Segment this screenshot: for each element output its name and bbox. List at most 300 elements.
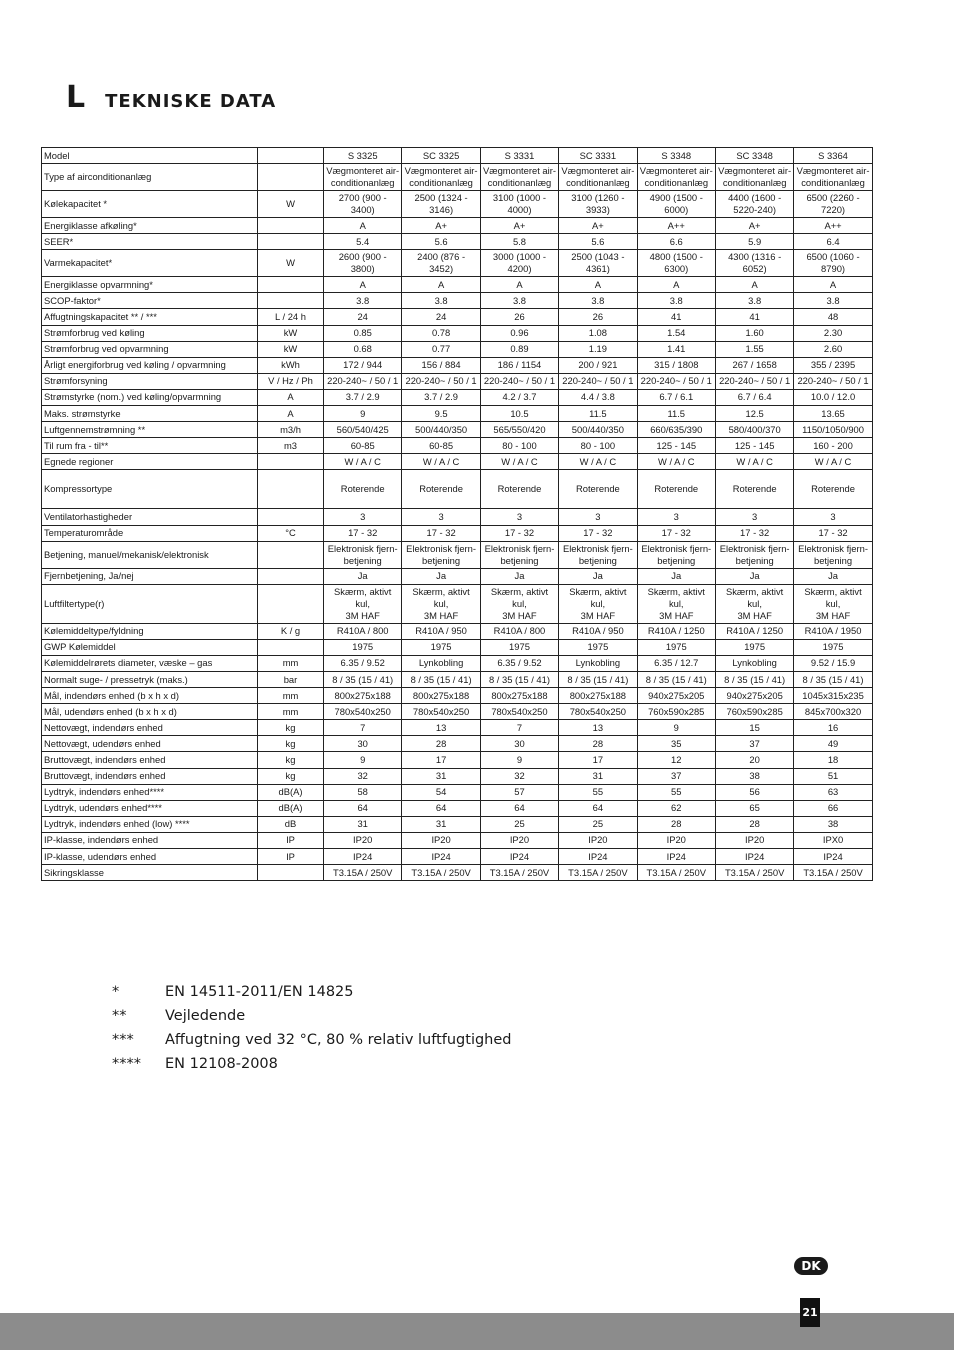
table-row (42, 800, 873, 816)
row-label: Energiklasse afkøling* (42, 218, 258, 234)
table-row (42, 325, 873, 341)
footnote (112, 1004, 512, 1028)
table-cell: Lynkobling (559, 655, 637, 671)
row-unit: kg (258, 736, 324, 752)
table-cell: 3.7 / 2.9 (402, 389, 480, 405)
row-label: Kølekapacitet * (42, 191, 258, 218)
table-cell: 3 (637, 509, 715, 525)
table-cell: T3.15A / 250V (324, 865, 402, 881)
table-cell: 24 (402, 309, 480, 325)
table-cell: Skærm, aktivt kul, 3M HAF (402, 584, 480, 623)
table-cell: 37 (637, 768, 715, 784)
table-row (42, 865, 873, 881)
table-cell: 0.77 (402, 341, 480, 357)
table-cell: 1.55 (715, 341, 793, 357)
language-badge: DK (794, 1257, 828, 1275)
table-cell: Ja (794, 568, 872, 584)
row-unit (258, 234, 324, 250)
table-cell: 15 (715, 720, 793, 736)
table-cell: 800x275x188 (559, 688, 637, 704)
table-row (42, 293, 873, 309)
table-row (42, 752, 873, 768)
table-row (42, 816, 873, 832)
table-cell: 41 (637, 309, 715, 325)
table-row (42, 277, 873, 293)
table-cell: 9 (637, 720, 715, 736)
table-cell: Skærm, aktivt kul, 3M HAF (715, 584, 793, 623)
table-cell: 2.60 (794, 341, 872, 357)
table-cell: 4800 (1500 - 6300) (637, 250, 715, 277)
table-cell: R410A / 1950 (794, 623, 872, 639)
table-cell: 5.4 (324, 234, 402, 250)
table-cell: A+ (715, 218, 793, 234)
row-unit (258, 541, 324, 568)
table-row (42, 704, 873, 720)
table-cell: 17 - 32 (402, 525, 480, 541)
table-cell: 1.54 (637, 325, 715, 341)
table-row (42, 234, 873, 250)
row-label: Årligt energiforbrug ved køling / opvarmning (42, 357, 258, 373)
table-row (42, 309, 873, 325)
table-cell: 0.89 (480, 341, 558, 357)
table-cell: 8 / 35 (15 / 41) (559, 671, 637, 687)
spec-table (41, 147, 873, 881)
table-cell: 3 (480, 509, 558, 525)
table-cell: Vægmonteret air- conditionanlæg (402, 164, 480, 191)
table-row (42, 191, 873, 218)
table-cell: 267 / 1658 (715, 357, 793, 373)
table-cell: 1150/1050/900 (794, 422, 872, 438)
table-cell: IP24 (402, 849, 480, 865)
table-cell: 220-240~ / 50 / 1 (324, 373, 402, 389)
row-label: Strømforbrug ved opvarmning (42, 341, 258, 357)
table-cell: A++ (794, 218, 872, 234)
table-cell: A+ (559, 218, 637, 234)
row-label: Egnede regioner (42, 454, 258, 470)
footnotes (112, 980, 512, 1076)
table-cell: 0.96 (480, 325, 558, 341)
table-cell: 30 (480, 736, 558, 752)
table-cell: T3.15A / 250V (402, 865, 480, 881)
table-cell: Vægmonteret air- conditionanlæg (794, 164, 872, 191)
table-cell: 54 (402, 784, 480, 800)
footnote (112, 1052, 512, 1076)
table-cell: IP20 (402, 832, 480, 848)
table-cell: Vægmonteret air- conditionanlæg (715, 164, 793, 191)
row-unit (258, 509, 324, 525)
page-number: 21 (800, 1298, 820, 1327)
table-cell: 9 (324, 752, 402, 768)
table-cell: 760x590x285 (637, 704, 715, 720)
table-cell: 845x700x320 (794, 704, 872, 720)
table-cell: Elektronisk fjern- betjening (559, 541, 637, 568)
table-cell: IPX0 (794, 832, 872, 848)
table-cell: Roterende (402, 470, 480, 509)
table-cell: IP24 (637, 849, 715, 865)
table-cell: 3.8 (637, 293, 715, 309)
table-cell: 3 (324, 509, 402, 525)
table-cell: SC 3331 (559, 148, 637, 164)
table-cell: 220-240~ / 50 / 1 (715, 373, 793, 389)
table-cell: 1975 (559, 639, 637, 655)
table-cell: 18 (794, 752, 872, 768)
table-cell: Elektronisk fjern- betjening (794, 541, 872, 568)
table-cell: 6.6 (637, 234, 715, 250)
table-cell: 3 (402, 509, 480, 525)
table-cell: 940x275x205 (715, 688, 793, 704)
table-cell: 3.7 / 2.9 (324, 389, 402, 405)
table-row (42, 525, 873, 541)
table-cell: 156 / 884 (402, 357, 480, 373)
row-unit (258, 164, 324, 191)
table-cell: Roterende (324, 470, 402, 509)
table-cell: 16 (794, 720, 872, 736)
table-row (42, 784, 873, 800)
table-cell: 9 (480, 752, 558, 768)
row-unit: mm (258, 655, 324, 671)
table-cell: 56 (715, 784, 793, 800)
row-label: Luftgennemstrømning ** (42, 422, 258, 438)
table-cell: 9.5 (402, 406, 480, 422)
table-row (42, 688, 873, 704)
table-cell: 60-85 (324, 438, 402, 454)
table-cell: A (324, 277, 402, 293)
row-unit: m3 (258, 438, 324, 454)
table-cell: A++ (637, 218, 715, 234)
table-cell: 13.65 (794, 406, 872, 422)
table-cell: 940x275x205 (637, 688, 715, 704)
row-label: Strømstyrke (nom.) ved køling/opvarmning (42, 389, 258, 405)
table-cell: 186 / 1154 (480, 357, 558, 373)
table-cell: A+ (402, 218, 480, 234)
table-cell: 1.60 (715, 325, 793, 341)
row-label: Nettovægt, indendørs enhed (42, 720, 258, 736)
table-cell: A+ (480, 218, 558, 234)
table-cell: 64 (480, 800, 558, 816)
table-cell: 6500 (2260 - 7220) (794, 191, 872, 218)
row-label: IP-klasse, indendørs enhed (42, 832, 258, 848)
footnote-mark: * (112, 984, 120, 1000)
table-cell: 315 / 1808 (637, 357, 715, 373)
table-cell: 1975 (480, 639, 558, 655)
row-label: Energiklasse opvarmning* (42, 277, 258, 293)
table-cell: Elektronisk fjern- betjening (480, 541, 558, 568)
table-cell: 5.6 (559, 234, 637, 250)
footnote-text: EN 12108-2008 (165, 1056, 278, 1072)
table-cell: 172 / 944 (324, 357, 402, 373)
row-unit (258, 639, 324, 655)
row-unit: mm (258, 704, 324, 720)
row-unit: kg (258, 768, 324, 784)
table-cell: 7 (480, 720, 558, 736)
table-cell: Elektronisk fjern- betjening (324, 541, 402, 568)
row-unit: IP (258, 832, 324, 848)
table-cell: Roterende (480, 470, 558, 509)
table-cell: 11.5 (637, 406, 715, 422)
table-cell: 37 (715, 736, 793, 752)
table-cell: 3.8 (794, 293, 872, 309)
table-cell: 10.5 (480, 406, 558, 422)
table-cell: 0.85 (324, 325, 402, 341)
table-row (42, 422, 873, 438)
table-cell: IP20 (480, 832, 558, 848)
table-cell: 8 / 35 (15 / 41) (324, 671, 402, 687)
table-row (42, 357, 873, 373)
row-unit: kW (258, 325, 324, 341)
table-cell: Skærm, aktivt kul, 3M HAF (637, 584, 715, 623)
table-cell: 1.41 (637, 341, 715, 357)
row-label: Sikringsklasse (42, 865, 258, 881)
table-cell: R410A / 950 (402, 623, 480, 639)
row-unit (258, 218, 324, 234)
table-cell: 31 (559, 768, 637, 784)
row-unit: kWh (258, 357, 324, 373)
table-cell: 220-240~ / 50 / 1 (559, 373, 637, 389)
table-cell: 1975 (637, 639, 715, 655)
table-cell: 355 / 2395 (794, 357, 872, 373)
table-cell: S 3348 (637, 148, 715, 164)
table-cell: 4.2 / 3.7 (480, 389, 558, 405)
table-cell: Ja (402, 568, 480, 584)
table-cell: 2.30 (794, 325, 872, 341)
table-cell: 26 (559, 309, 637, 325)
table-cell: W / A / C (324, 454, 402, 470)
table-cell: 48 (794, 309, 872, 325)
row-unit: bar (258, 671, 324, 687)
table-row (42, 406, 873, 422)
row-unit: W (258, 191, 324, 218)
footnote-text: Vejledende (165, 1008, 246, 1024)
table-cell: 5.8 (480, 234, 558, 250)
table-row (42, 623, 873, 639)
table-cell: 4400 (1600 - 5220-240) (715, 191, 793, 218)
row-unit: dB(A) (258, 800, 324, 816)
table-cell: 3.8 (559, 293, 637, 309)
row-unit: L / 24 h (258, 309, 324, 325)
table-cell: 64 (559, 800, 637, 816)
row-label: Temperaturområde (42, 525, 258, 541)
table-cell: 780x540x250 (559, 704, 637, 720)
table-cell: 17 (402, 752, 480, 768)
row-unit: kg (258, 752, 324, 768)
table-cell: 220-240~ / 50 / 1 (402, 373, 480, 389)
table-cell: Vægmonteret air- conditionanlæg (324, 164, 402, 191)
table-cell: Ja (324, 568, 402, 584)
table-cell: R410A / 1250 (715, 623, 793, 639)
footnote-mark: *** (112, 1032, 134, 1048)
row-label: IP-klasse, udendørs enhed (42, 849, 258, 865)
table-cell: 800x275x188 (324, 688, 402, 704)
table-cell: IP20 (324, 832, 402, 848)
table-cell: Skærm, aktivt kul, 3M HAF (480, 584, 558, 623)
table-cell: 41 (715, 309, 793, 325)
table-cell: 780x540x250 (324, 704, 402, 720)
table-cell: 17 - 32 (324, 525, 402, 541)
table-cell: IP20 (637, 832, 715, 848)
table-cell: Skærm, aktivt kul, 3M HAF (324, 584, 402, 623)
table-cell: 31 (324, 816, 402, 832)
table-cell: 13 (402, 720, 480, 736)
table-cell: Elektronisk fjern- betjening (637, 541, 715, 568)
table-cell: 80 - 100 (480, 438, 558, 454)
table-cell: W / A / C (715, 454, 793, 470)
table-row (42, 438, 873, 454)
table-cell: T3.15A / 250V (559, 865, 637, 881)
row-unit (258, 470, 324, 509)
table-cell: 8 / 35 (15 / 41) (715, 671, 793, 687)
table-cell: 500/440/350 (559, 422, 637, 438)
table-cell: 500/440/350 (402, 422, 480, 438)
row-label: Kølemiddelrørets diameter, væske – gas (42, 655, 258, 671)
table-cell: R410A / 950 (559, 623, 637, 639)
table-cell: 4900 (1500 - 6000) (637, 191, 715, 218)
table-cell: A (402, 277, 480, 293)
table-cell: 35 (637, 736, 715, 752)
table-cell: 220-240~ / 50 / 1 (794, 373, 872, 389)
table-cell: 30 (324, 736, 402, 752)
table-cell: 1975 (715, 639, 793, 655)
row-label: Normalt suge- / pressetryk (maks.) (42, 671, 258, 687)
table-cell: 1975 (402, 639, 480, 655)
table-row (42, 454, 873, 470)
table-cell: 55 (637, 784, 715, 800)
table-cell: 0.78 (402, 325, 480, 341)
table-cell: 780x540x250 (402, 704, 480, 720)
table-cell: 6.35 / 9.52 (324, 655, 402, 671)
row-label: Varmekapacitet* (42, 250, 258, 277)
table-cell: 24 (324, 309, 402, 325)
row-unit: A (258, 389, 324, 405)
table-row (42, 832, 873, 848)
table-row (42, 655, 873, 671)
section-title: TEKNISKE DATA (105, 91, 277, 112)
table-cell: 1.19 (559, 341, 637, 357)
table-cell: 10.0 / 12.0 (794, 389, 872, 405)
table-cell: 12 (637, 752, 715, 768)
table-cell: Lynkobling (715, 655, 793, 671)
table-cell: 17 (559, 752, 637, 768)
table-row (42, 373, 873, 389)
table-cell: 1.08 (559, 325, 637, 341)
table-cell: 8 / 35 (15 / 41) (402, 671, 480, 687)
row-label: Bruttovægt, indendørs enhed (42, 752, 258, 768)
table-cell: 26 (480, 309, 558, 325)
table-row (42, 341, 873, 357)
row-unit (258, 277, 324, 293)
table-cell: 2400 (876 - 3452) (402, 250, 480, 277)
table-cell: 6.35 / 9.52 (480, 655, 558, 671)
footnote-text: Affugtning ved 32 °C, 80 % relativ luftfugtighed (165, 1032, 512, 1048)
table-cell: T3.15A / 250V (715, 865, 793, 881)
table-cell: 760x590x285 (715, 704, 793, 720)
table-cell: 31 (402, 816, 480, 832)
table-cell: S 3331 (480, 148, 558, 164)
table-row (42, 218, 873, 234)
table-cell: 780x540x250 (480, 704, 558, 720)
table-row (42, 849, 873, 865)
table-cell: 9 (324, 406, 402, 422)
table-cell: 64 (402, 800, 480, 816)
table-cell: 28 (402, 736, 480, 752)
table-cell: W / A / C (402, 454, 480, 470)
table-cell: 51 (794, 768, 872, 784)
row-unit: °C (258, 525, 324, 541)
table-cell: Ja (480, 568, 558, 584)
table-cell: 55 (559, 784, 637, 800)
row-label: Betjening, manuel/mekanisk/elektronisk (42, 541, 258, 568)
table-cell: 3100 (1260 - 3933) (559, 191, 637, 218)
table-cell: 160 - 200 (794, 438, 872, 454)
table-cell: 3.8 (324, 293, 402, 309)
row-label: Type af airconditionanlæg (42, 164, 258, 191)
row-unit: mm (258, 688, 324, 704)
table-cell: 6500 (1060 - 8790) (794, 250, 872, 277)
footnote-text: EN 14511-2011/EN 14825 (165, 984, 354, 1000)
section-heading (66, 80, 276, 115)
table-cell: 32 (324, 768, 402, 784)
table-cell: 11.5 (559, 406, 637, 422)
table-cell: Ja (637, 568, 715, 584)
table-cell: IP24 (715, 849, 793, 865)
table-row (42, 568, 873, 584)
table-cell: 2600 (900 - 3800) (324, 250, 402, 277)
table-row (42, 470, 873, 509)
table-cell: 800x275x188 (402, 688, 480, 704)
table-cell: 80 - 100 (559, 438, 637, 454)
table-cell: W / A / C (559, 454, 637, 470)
table-cell: 3000 (1000 - 4200) (480, 250, 558, 277)
footnote (112, 980, 512, 1004)
table-cell: 7 (324, 720, 402, 736)
table-cell: 220-240~ / 50 / 1 (480, 373, 558, 389)
table-cell: W / A / C (480, 454, 558, 470)
table-cell: 17 - 32 (715, 525, 793, 541)
footnote-mark: ** (112, 1008, 127, 1024)
table-cell: 28 (637, 816, 715, 832)
table-cell: 3.8 (480, 293, 558, 309)
table-row (42, 250, 873, 277)
table-cell: 125 - 145 (715, 438, 793, 454)
row-label: Ventilatorhastigheder (42, 509, 258, 525)
table-cell: SC 3348 (715, 148, 793, 164)
table-cell: 4300 (1316 - 6052) (715, 250, 793, 277)
table-row (42, 164, 873, 191)
table-row (42, 671, 873, 687)
table-cell: 3 (559, 509, 637, 525)
table-cell: A (715, 277, 793, 293)
table-cell: Vægmonteret air- conditionanlæg (637, 164, 715, 191)
table-row (42, 584, 873, 623)
row-unit (258, 568, 324, 584)
table-cell: T3.15A / 250V (794, 865, 872, 881)
row-label: Bruttovægt, indendørs enhed (42, 768, 258, 784)
row-label: SEER* (42, 234, 258, 250)
table-cell: 17 - 32 (559, 525, 637, 541)
table-cell: 20 (715, 752, 793, 768)
table-cell: 125 - 145 (637, 438, 715, 454)
row-unit (258, 865, 324, 881)
table-cell: 1975 (794, 639, 872, 655)
row-label: SCOP-faktor* (42, 293, 258, 309)
row-unit (258, 293, 324, 309)
table-cell: 12.5 (715, 406, 793, 422)
row-unit: kg (258, 720, 324, 736)
table-cell: R410A / 800 (480, 623, 558, 639)
table-cell: W / A / C (794, 454, 872, 470)
table-cell: 60-85 (402, 438, 480, 454)
row-label: Lydtryk, indendørs enhed**** (42, 784, 258, 800)
table-cell: 200 / 921 (559, 357, 637, 373)
